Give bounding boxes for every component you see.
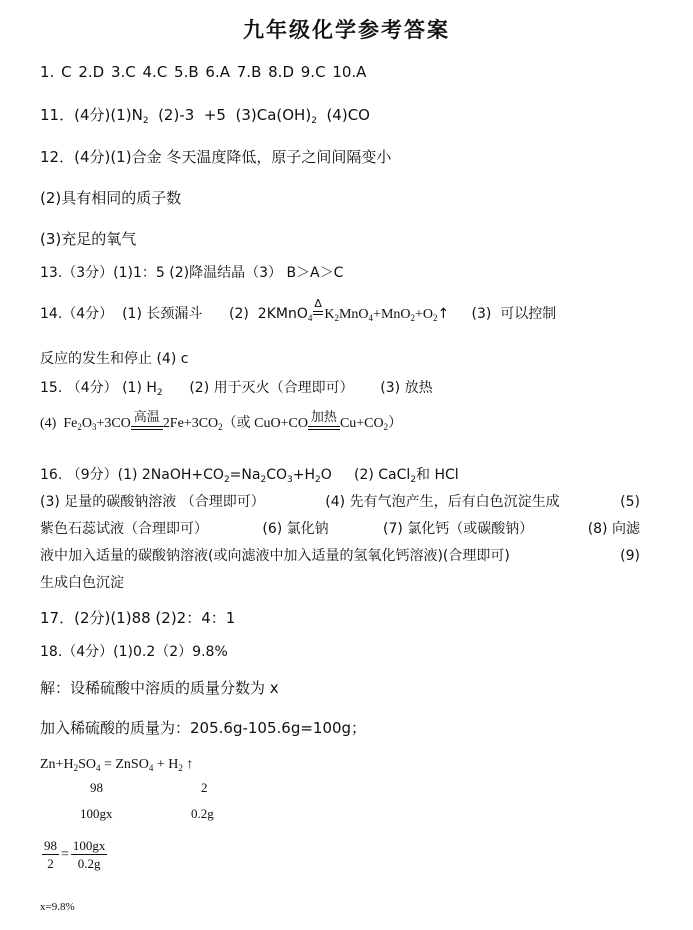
fraction-right: $\frac{100gx}{0.2g}$ <box>72 838 106 871</box>
page-title: 九年级化学参考答案 <box>243 18 450 42</box>
answer-12-line1: 12．(4分)(1)合金 冬天温度降低，原子之间间隔变小 <box>40 148 392 166</box>
answer-16-line1: 16. （9分）(1) $2NaOH+CO_2=Na_2CO_3+H_2O$ (2) CaCl$_2$和 HCl <box>40 467 459 485</box>
proportion: $\frac{98}{2}$ = $\frac{100gx}{0.2g}$ <box>44 838 106 871</box>
answers-1-10: 1. C 2.D 3.C 4.C 5.B 6.A 7.B 8.D 9.C 10.A <box>40 63 367 81</box>
answer-12-line3: (3)充足的氧气 <box>40 230 137 248</box>
answer-16-line2: (3) 足量的碳酸钠溶液 （合理即可） (4) 先有气泡产生，后有白色沉淀生成 (5) <box>40 494 640 510</box>
molar-mass-h2: 2 <box>201 780 208 795</box>
answer-11: 11．(4分)$(1)N_2$ (2)-3 +5 $(3)Ca(OH)_2$ (4)CO <box>40 106 370 126</box>
solution-line2: 加入稀硫酸的质量为：205.6g-105.6g=100g； <box>40 719 367 737</box>
mass-solute: 100gx <box>80 806 113 821</box>
answer-16-line3: 紫色石蕊试液（合理即可） (6) 氯化钠 (7) 氯化钙（或碳酸钠） (8) 向滤 <box>40 521 640 537</box>
answer-16-line4: 液中加入适量的碳酸钠溶液(或向滤液中加入适量的氢氧化钙溶液)(合理即可) (9) <box>40 548 640 564</box>
fraction-left: $\frac{98}{2}$ <box>44 838 57 871</box>
answer-18: 18.（4分）(1)0.2（2）9.8% <box>40 644 228 660</box>
answer-16-line5: 生成白色沉淀 <box>40 575 124 591</box>
heating-condition: 加热 <box>308 411 340 430</box>
answer-15-line2: (4) $Fe_2O_3+3CO$ 高温 $2Fe+3CO_2$（或 CuO+CO 加热 $Cu+CO_2$） <box>40 410 403 432</box>
reaction-equation: $Zn+H_2SO_4$ = ZnSO$_4$ + $H_2$ ↑ <box>40 757 194 773</box>
answer-17: 17．(2分)(1)88 (2)2：4：1 <box>40 609 236 627</box>
final-answer: x=9.8% <box>40 901 75 913</box>
answer-14-line2: 反应的发生和停止 (4) c <box>40 351 189 367</box>
heat-condition-arrow: Δ <box>312 305 324 323</box>
solution-line1: 解：设稀硫酸中溶质的质量分数为 x <box>40 679 279 697</box>
answer-14-line1: 14.（4分） (1) 长颈漏斗 (2) 2KMnO$_4$ Δ $K_2MnO_4+MnO_2+O_2↑$ (3) 可以控制 <box>40 297 557 323</box>
high-temp-condition: 高温 <box>131 411 163 430</box>
answer-12-line2: (2)具有相同的质子数 <box>40 189 182 207</box>
mass-h2: 0.2g <box>191 806 214 821</box>
molar-mass-zn-h2so4: 98 <box>90 780 103 795</box>
answer-13: 13.（3分）(1)1：5 (2)降温结晶（3） B＞A＞C <box>40 265 344 281</box>
answer-15-line1: 15. （4分） (1) $H_2$ (2) 用于灭火（合理即可） (3) 放热 <box>40 380 433 398</box>
